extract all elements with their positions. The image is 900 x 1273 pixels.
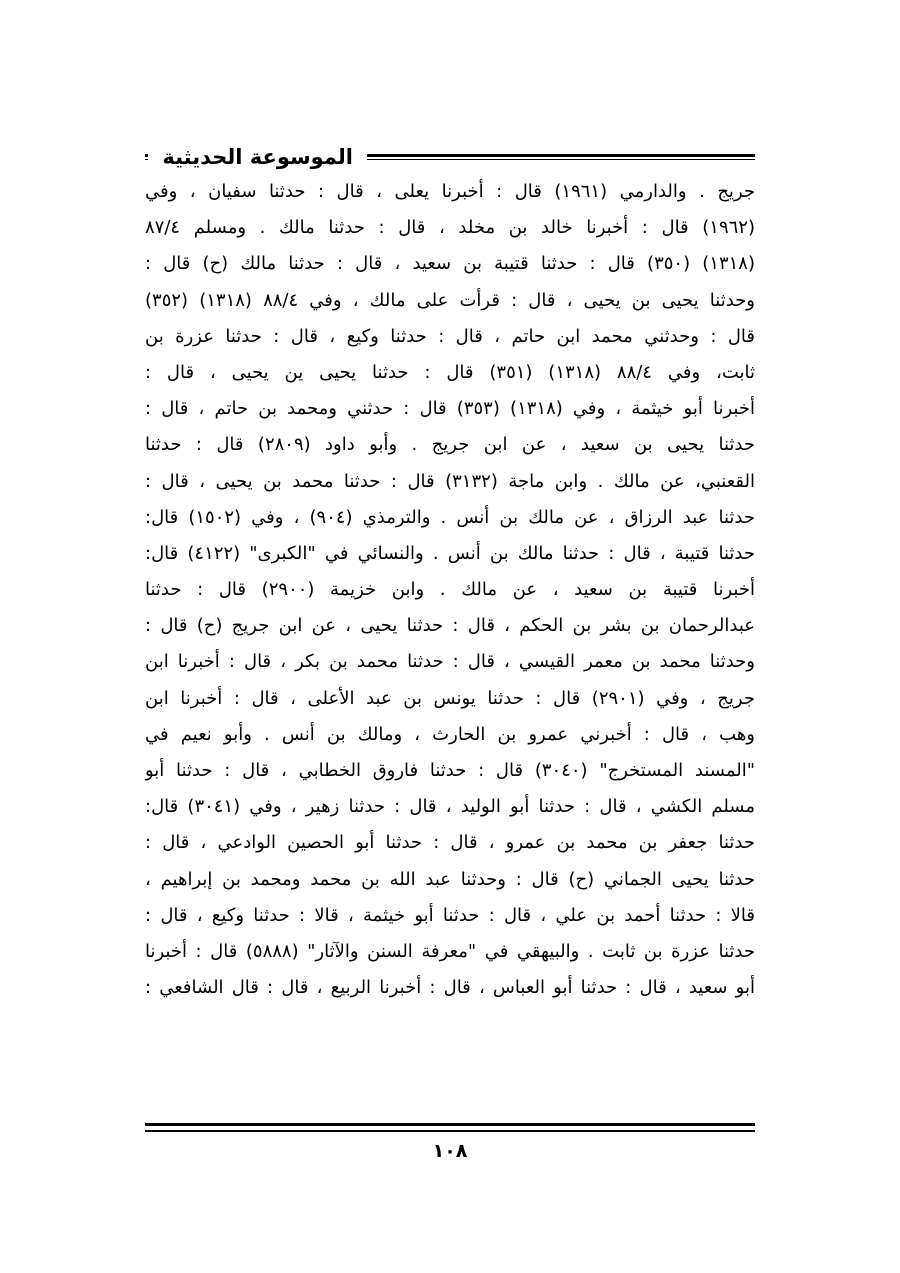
text-line: وحدثنا يحيى بن يحيى ، قال : قرأت على مالك ، وفي ٨٨/٤ (١٣١٨) (٣٥٢) [145, 289, 755, 311]
text-line: حدثنا عزرة بن ثابت . والبيهقي في "معرفة السنن والآثار" (٥٨٨٨) قال : أخبرنا [145, 940, 755, 962]
page-title: الموسوعة الحديثية [162, 145, 353, 169]
text-line: عبدالرحمان بن بشر بن الحكم ، قال : حدثنا يحيى ، عن ابن جريج (ح) قال : [145, 615, 755, 637]
header-rule-right [367, 154, 755, 160]
text-line: مسلم الكشي ، قال : حدثنا أبو الوليد ، قال : حدثنا زهير ، وفي (٣٠٤١) قال: [145, 796, 755, 818]
text-line: قالا : حدثنا أحمد بن علي ، قال : حدثنا أبو خيثمة ، قالا : حدثنا وكيع ، قال : [145, 904, 755, 926]
text-line: أخبرنا قتيبة بن سعيد ، عن مالك . وابن خزيمة (٢٩٠٠) قال : حدثنا [145, 579, 755, 601]
text-line: حدثنا يحيى بن سعيد ، عن ابن جريج . وأبو داود (٢٨٠٩) قال : حدثنا [145, 434, 755, 456]
text-line: جريج ، وفي (٢٩٠١) قال : حدثنا يونس بن عبد الأعلى ، قال : أخبرنا ابن [145, 687, 755, 709]
text-line: "المسند المستخرج" (٣٠٤٠) قال : حدثنا فاروق الخطابي ، قال : حدثنا أبو [145, 760, 755, 781]
text-line: قال : وحدثني محمد ابن حاتم ، قال : حدثنا وكيع ، قال : حدثنا عزرة بن [145, 325, 755, 347]
text-line: (١٣١٨) (٣٥٠) قال : حدثنا قتيبة بن سعيد ، قال : حدثنا مالك (ح) قال : [145, 253, 755, 275]
body-text [145, 174, 755, 1006]
page-number: ١٠٨ [432, 1140, 468, 1162]
text-line: وهب ، قال : أخبرني عمرو بن الحارث ، ومالك بن أنس . وأبو نعيم في [145, 723, 755, 745]
text-line: ثابت، وفي ٨٨/٤ (١٣١٨) (٣٥١) قال : حدثنا يحيى ين يحيى ، قال : [145, 361, 755, 383]
text-line: حدثنا جعفر بن محمد بن عمرو ، قال : حدثنا أبو الحصين الوادعي ، قال : [145, 832, 755, 854]
text-line: أبو سعيد ، قال : حدثنا أبو العباس ، قال : أخبرنا الربيع ، قال : قال الشافعي : [145, 977, 755, 999]
running-header [145, 140, 755, 174]
text-line: حدثنا قتيبة ، قال : حدثنا مالك بن أنس . والنسائي في "الكبرى" (٤١٢٢) قال: [145, 542, 755, 564]
text-line: أخبرنا أبو خيثمة ، وفي (١٣١٨) (٣٥٣) قال : حدثني ومحمد بن حاتم ، قال : [145, 398, 755, 420]
text-line: القعنبي، عن مالك . وابن ماجة (٣١٣٢) قال : حدثنا محمد بن يحيى ، قال : [145, 470, 755, 492]
text-line: حدثنا يحيى الجماني (ح) قال : وحدثنا عبد الله بن محمد ومحمد بن إبراهيم ، [145, 868, 755, 890]
text-line: وحدثنا محمد بن معمر القيسي ، قال : حدثنا محمد بن بكر ، قال : أخبرنا ابن [145, 651, 755, 673]
text-line: (١٩٦٢) قال : أخبرنا خالد بن مخلد ، قال : حدثنا مالك . ومسلم ٨٧/٤ [145, 217, 755, 239]
text-line: جريج . والدارمي (١٩٦١) قال : أخبرنا يعلى ، قال : حدثنا سفيان ، وفي [145, 181, 755, 202]
footer-rule [145, 1123, 755, 1132]
text-line: حدثنا عبد الرزاق ، عن مالك بن أنس . والترمذي (٩٠٤) ، وفي (١٥٠٢) قال: [145, 506, 755, 528]
header-rule-left [145, 154, 148, 160]
